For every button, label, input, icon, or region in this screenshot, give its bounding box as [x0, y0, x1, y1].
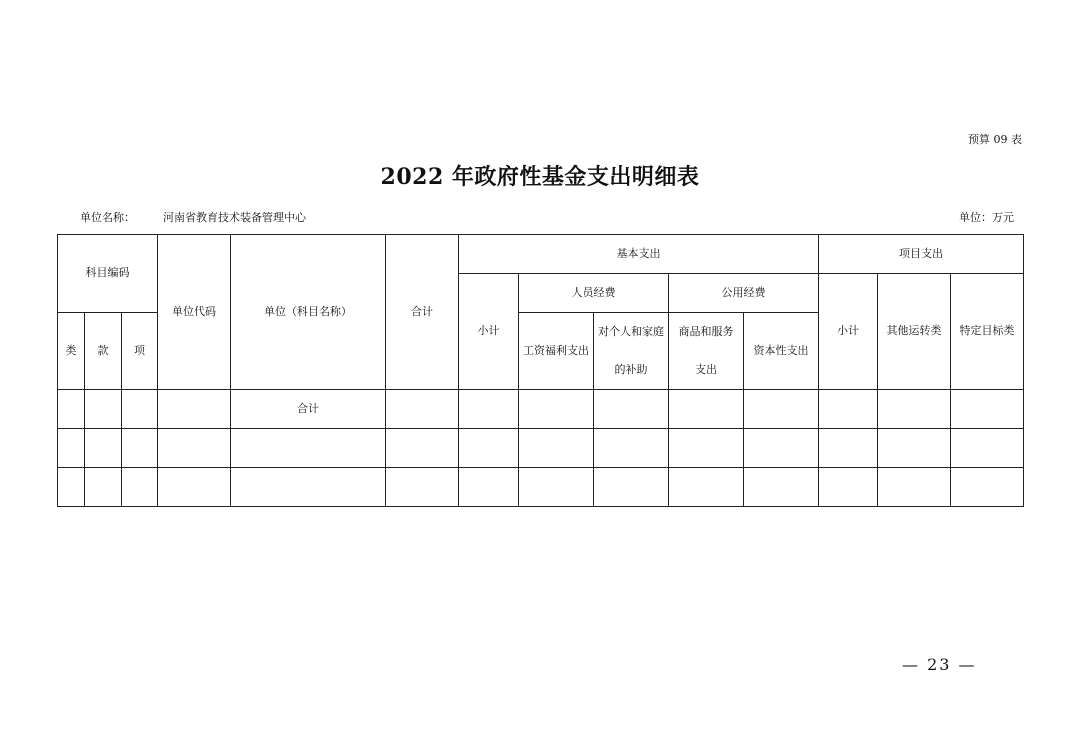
- header-wages-welfare: 工资福利支出: [519, 313, 594, 390]
- header-item: 项: [122, 313, 158, 390]
- header-personnel: 人员经费: [519, 274, 669, 313]
- unit-name-value: 河南省教育技术装备管理中心: [163, 211, 306, 224]
- page-title: 2022 年政府性基金支出明细表: [380, 164, 700, 190]
- row-name: 合计: [231, 390, 386, 429]
- row-name: [231, 468, 386, 507]
- header-section: 款: [85, 313, 122, 390]
- table-row: [58, 468, 1024, 507]
- header-specific-target: 特定目标类: [951, 274, 1024, 390]
- unit-info-line: [80, 209, 1014, 225]
- header-project-subtotal: 小计: [819, 274, 878, 390]
- header-goods-services: [669, 313, 744, 390]
- expenditure-table: [57, 234, 1024, 507]
- header-row-1: [58, 235, 1024, 274]
- row-name: [231, 429, 386, 468]
- header-public: 公用经费: [669, 274, 819, 313]
- header-total: 合计: [386, 235, 459, 390]
- header-unit-code: 单位代码: [158, 235, 231, 390]
- header-category: 类: [58, 313, 85, 390]
- table-row: [58, 390, 1024, 429]
- currency-unit: 单位：万元: [959, 211, 1014, 224]
- unit-name-label: 单位名称：: [80, 211, 135, 224]
- header-basic-expense: 基本支出: [459, 235, 819, 274]
- page-number: — 23 —: [902, 655, 977, 674]
- header-capital: 资本性支出: [744, 313, 819, 390]
- form-number: 预算 09 表: [968, 133, 1022, 146]
- unit-name: [80, 209, 306, 225]
- header-subsidy-line2: 的补助: [614, 363, 648, 376]
- header-unit-subject-name: 单位（科目名称）: [231, 235, 386, 390]
- header-basic-subtotal: 小计: [459, 274, 519, 390]
- header-subject-code: 科目编码: [58, 235, 158, 313]
- header-project-expense: 项目支出: [819, 235, 1024, 274]
- header-other-transfer: 其他运转类: [878, 274, 951, 390]
- header-goods-line1: 商品和服务: [678, 325, 734, 338]
- header-subsidy-line1: 对个人和家庭: [598, 325, 664, 338]
- table-row: [58, 429, 1024, 468]
- header-subsidy: [594, 313, 669, 390]
- header-goods-line2: 支出: [695, 363, 717, 376]
